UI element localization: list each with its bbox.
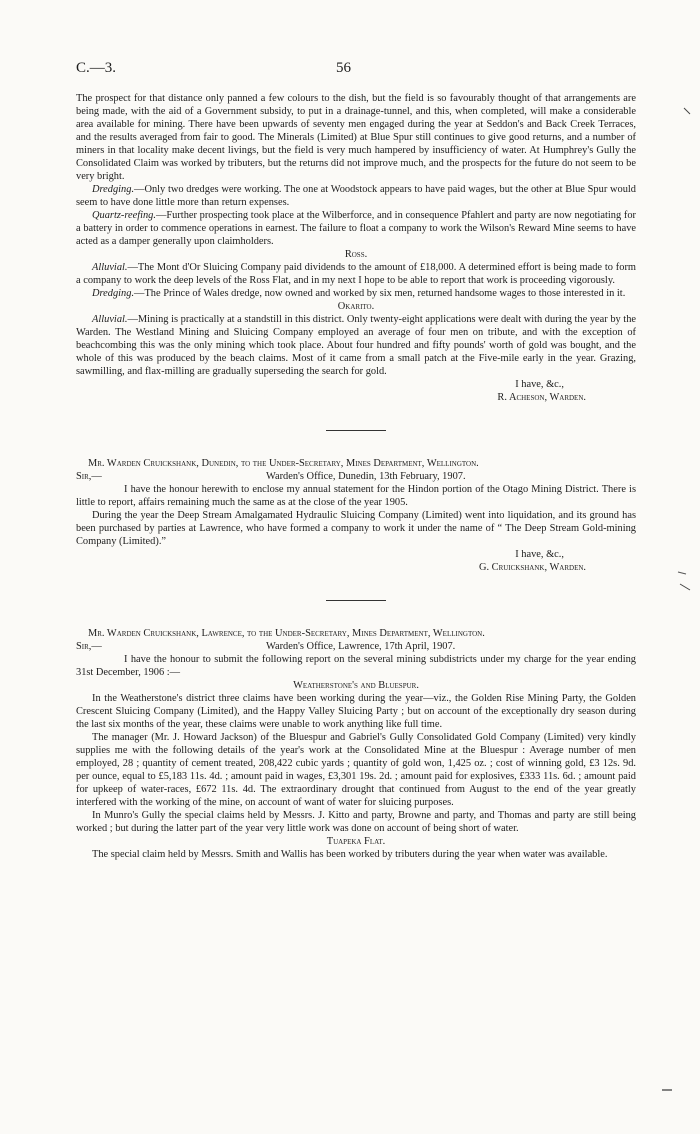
document-reference: C.—3.: [76, 60, 117, 76]
paragraph-text: —Only two dredges were working. The one at Woodstock appears to have paid wages, but the other at Blue Spur would seem to have done little more than return expenses.: [76, 184, 636, 208]
run-in-heading: Quartz-reefing.: [92, 210, 156, 221]
letter-paragraph: I have the honour to submit the following report on the several mining subdistricts under my charge for the year ending 31st December, 1906 :—: [76, 654, 636, 678]
letter-paragraph: In Munro's Gully the special claims held by Messrs. J. Kitto and party, Browne and party, and Thomas and party are still being worked ; but during the latter part of the year very little work was done on account of being short of water.: [76, 810, 636, 834]
document-body: [76, 92, 636, 861]
paragraph-text: —The Mont d'Or Sluicing Company paid dividends to the amount of £18,000. A determined effort is being made to form a company to work the deep levels of the Ross Flat, and in my next I hope to be able to report that work is proceeding vigorously.: [76, 262, 636, 286]
letter-paragraph: I have the honour herewith to enclose my annual statement for the Hindon portion of the Otago Mining District. There is little to report, affairs remaining much the same as at the close of the year 1905.: [76, 484, 636, 508]
salutation-line: [76, 640, 636, 653]
paragraph-alluvial-okarito: [76, 313, 636, 378]
letter-address: Mr. Warden Cruickshank, Dunedin, to the Under-Secretary, Mines Department, Wellington.: [88, 458, 479, 469]
section-heading-tuapeka: Tuapeka Flat.: [326, 836, 386, 847]
run-in-heading: Dredging.: [92, 288, 135, 299]
office-date: Warden's Office, Lawrence, 17th April, 1907.: [266, 641, 456, 652]
letter-paragraph: The manager (Mr. J. Howard Jackson) of the Bluespur and Gabriel's Gully Consolidated Gold Company (Limited) very kindly supplies me with the following details of the year's work at the Consolidated Mine at the Bluespur : Average number of men employed, 28 ; quantity of cement treated, 208,422 cubic yards ; quantity of gold won, 1,425 oz. ; cost of winning gold, £3 12s. 9d. per ounce, equal to £5,183 11s. 4d. ; amount paid in wages, £3,301 19s. 2d. ; amount paid for explosives, £333 11s. 6d. ; amount paid for upkeep of water-races, £672 11s. 4d. The extraordinary drought that continued from August to the end of the year greatly interfered with the working of the mine, on account of want of water for sluicing purposes.: [76, 732, 636, 808]
letter-paragraph: In the Weatherstone's district three claims have been working during the year—viz., the Golden Rise Mining Party, the Golden Crescent Sluicing Company (Limited), and the Happy Valley Sluicing Party ; but on account of the exceptionally dry season during the last six months of the year, these claims were unable to work anything like full time.: [76, 693, 636, 730]
section-divider: [326, 430, 386, 431]
paragraph-quartz-reefing: [76, 209, 636, 248]
margin-mark: [684, 108, 690, 114]
letter-paragraph: During the year the Deep Stream Amalgamated Hydraulic Sluicing Company (Limited) went into liquidation, and its ground has been purchased by parties at Lawrence, who have formed a company to work it under the name of “ The Deep Stream Gold-mining Company (Limited).”: [76, 510, 636, 547]
paragraph-text: —The Prince of Wales dredge, now owned and worked by six men, returned handsome wages to those interested in it.: [134, 288, 626, 299]
office-date: Warden's Office, Dunedin, 13th February, 1907.: [266, 471, 466, 482]
paragraph-dredging: [76, 183, 636, 209]
letter-address: Mr. Warden Cruickshank, Lawrence, to the Under-Secretary, Mines Department, Wellington.: [88, 628, 485, 639]
run-in-heading: Dredging.: [92, 184, 135, 195]
paragraph-dredging-ross: [76, 287, 636, 300]
run-in-heading: Alluvial.: [92, 262, 128, 273]
salutation: Sir,—: [76, 641, 102, 652]
section-heading-weatherstone: Weatherstone's and Bluespur.: [293, 680, 419, 691]
salutation: Sir,—: [76, 471, 102, 482]
signature: R. Acheson, Warden.: [497, 392, 586, 403]
closing-formula: I have, &c.,: [515, 549, 564, 560]
section-divider: [326, 600, 386, 601]
paragraph-text: —Mining is practically at a standstill in this district. Only twenty-eight applications were dealt with during the year by the Warden. The Westland Mining and Sluicing Company employed an average of four men on tribute, and with the exception of beachcombing this was the only mining which took place. About four hundred and fifty pounds' worth of gold was bought, and the whole of this was produced by the beach claims. Most of it came from a small patch at the Five-mile early in the year. Grazing, sawmilling, and flax-milling are gradually superseding the search for gold.: [76, 314, 636, 377]
margin-mark: [678, 572, 686, 574]
section-heading-okarito: Okarito.: [337, 301, 375, 312]
page-header: [76, 60, 636, 82]
letter-paragraph: The special claim held by Messrs. Smith and Wallis has been worked by tributers during the year when water was available.: [92, 849, 608, 860]
paragraph-alluvial-ross: [76, 261, 636, 287]
paragraph-prospect: The prospect for that distance only panned a few colours to the dish, but the field is so favourably thought of that arrangements are being made, with the aid of a Government subsidy, to put in a drainage-tunnel, and this, when completed, will make a considerable area available for mining. There have been upwards of seventy men engaged during the year at Seddon's and Back Creek Terraces, and the results averaged from fair to good. The Minerals (Limited) at Blue Spur still continues to give good returns, and a number of miners in that locality make decent livings, but the field is very much hampered by insufficiency of water. At Humphrey's Gully the Consolidated Claim was worked by tributers, but the returns did not improve much, and the prospects for the future do not seem to be very bright.: [76, 93, 636, 182]
closing-formula: I have, &c.,: [515, 379, 564, 390]
paragraph-text: —Further prospecting took place at the Wilberforce, and in consequence Pfahlert and party are now negotiating for a battery in order to commence operations in earnest. The failure to float a company to work the Wilson's Reward Mine seems to have acted as a damper generally upon claimholders.: [76, 210, 636, 247]
salutation-line: [76, 470, 636, 483]
margin-mark: [680, 584, 690, 590]
run-in-heading: Alluvial.: [92, 314, 128, 325]
signature: G. Cruickshank, Warden.: [478, 562, 586, 573]
section-heading-ross: Ross.: [344, 249, 368, 260]
page-number: 56: [336, 60, 351, 76]
